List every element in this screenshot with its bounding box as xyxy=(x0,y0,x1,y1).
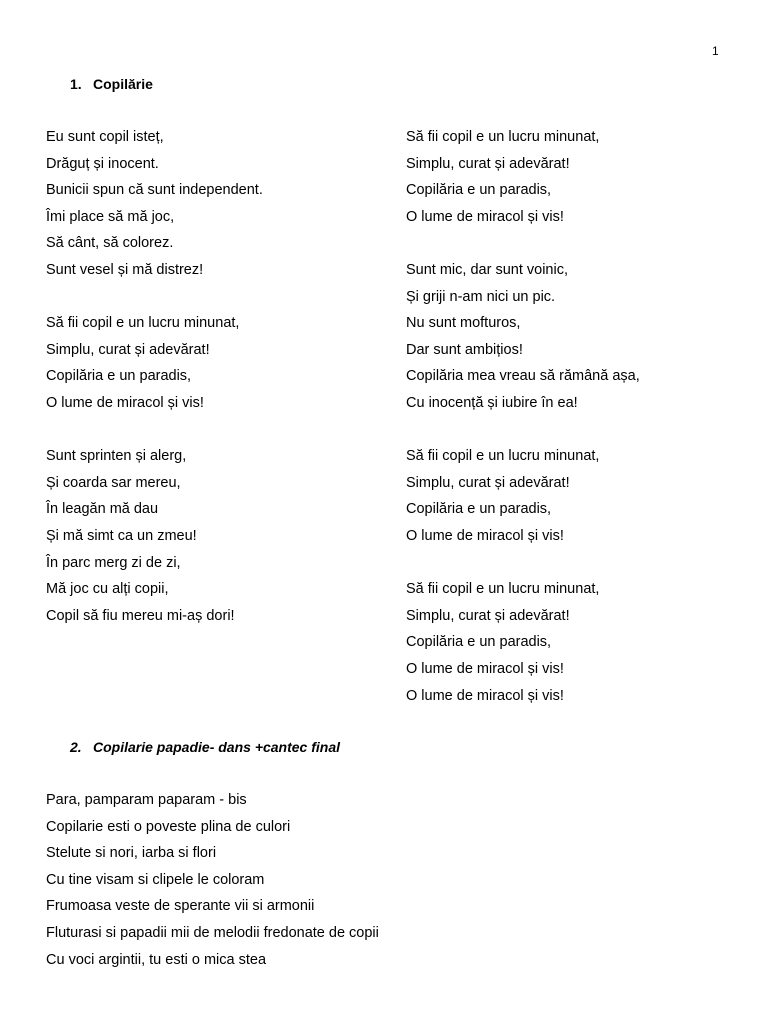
lyric-line: Îmi place să mă joc, xyxy=(46,208,175,225)
lyric-line: Dar sunt ambițios! xyxy=(406,341,523,358)
lyric-line: Copil să fiu mereu mi-aș dori! xyxy=(46,607,235,624)
section-2-number: 2. xyxy=(70,739,82,755)
lyric-line: Și mă simt ca un zmeu! xyxy=(46,528,197,544)
section-2-heading xyxy=(70,738,340,756)
lyric-line: O lume de miracol și vis! xyxy=(406,687,564,704)
lyric-line: Sunt mic, dar sunt voinic, xyxy=(406,262,568,278)
lyric-line: Copilăria mea vreau să rămână așa, xyxy=(406,368,640,385)
lyric-line: Drăguț și inocent. xyxy=(46,155,159,172)
lyric-line: În parc merg zi de zi, xyxy=(46,554,181,571)
lyric-line: Simplu, curat și adevărat! xyxy=(406,607,570,624)
lyric-line: Copilăria e un paradis, xyxy=(406,182,552,199)
lyric-line: O lume de miracol și vis! xyxy=(406,661,564,677)
lyric-line: Simplu, curat și adevărat! xyxy=(46,341,210,358)
lyric-line: Cu voci argintii, tu esti o mica stea xyxy=(46,951,267,968)
lyric-line: Eu sunt copil isteț, xyxy=(46,129,164,145)
lyric-line: Frumoasa veste de sperante vii si armonii xyxy=(46,898,315,915)
lyric-line: Să fii copil e un lucru minunat, xyxy=(406,581,600,598)
lyric-line: Stelute si nori, iarba si flori xyxy=(46,845,217,862)
lyric-line: Copilăria e un paradis, xyxy=(46,368,192,385)
page-number: 1 xyxy=(712,44,719,58)
lyric-line: Și coarda sar mereu, xyxy=(46,474,181,491)
lyric-line: O lume de miracol și vis! xyxy=(406,528,564,544)
lyric-line: Copilarie esti o poveste plina de culori xyxy=(46,818,291,835)
lyric-line: Să fii copil e un lucru minunat, xyxy=(46,315,240,332)
lyric-line: Și griji n-am nici un pic. xyxy=(406,288,556,305)
lyric-line: În leagăn mă dau xyxy=(46,501,159,518)
lyric-line: Să fii copil e un lucru minunat, xyxy=(406,448,600,465)
section-2-title: Copilarie papadie- dans +cantec final xyxy=(93,739,341,755)
section-1-number: 1. xyxy=(70,76,82,92)
lyric-line: Cu inocență și iubire în ea! xyxy=(406,395,578,411)
section-1-title: Copilărie xyxy=(93,76,153,92)
lyric-line: Simplu, curat și adevărat! xyxy=(406,474,570,491)
lyric-line: Mă joc cu alți copii, xyxy=(46,581,169,598)
lyric-line: O lume de miracol și vis! xyxy=(406,208,564,225)
lyric-line: Sunt vesel și mă distrez! xyxy=(46,262,204,278)
lyric-line: Cu tine visam si clipele le coloram xyxy=(46,871,265,888)
lyric-line: Sunt sprinten și alerg, xyxy=(46,448,187,465)
lyric-line: Să fii copil e un lucru minunat, xyxy=(406,129,600,145)
lyric-line: Fluturasi si papadii mii de melodii fredonate de copii xyxy=(46,925,379,941)
lyric-line: Para, pamparam paparam - bis xyxy=(46,792,247,808)
lyric-line: Bunicii spun că sunt independent. xyxy=(46,182,263,199)
lyric-line: Simplu, curat și adevărat! xyxy=(406,155,570,172)
lyric-line: Copilăria e un paradis, xyxy=(406,634,552,651)
lyric-line: Nu sunt mofturos, xyxy=(406,315,521,332)
lyric-line: Copilăria e un paradis, xyxy=(406,501,552,518)
section-1-heading xyxy=(70,75,153,93)
lyric-line: Să cânt, să colorez. xyxy=(46,235,174,252)
lyric-line: O lume de miracol și vis! xyxy=(46,395,204,411)
